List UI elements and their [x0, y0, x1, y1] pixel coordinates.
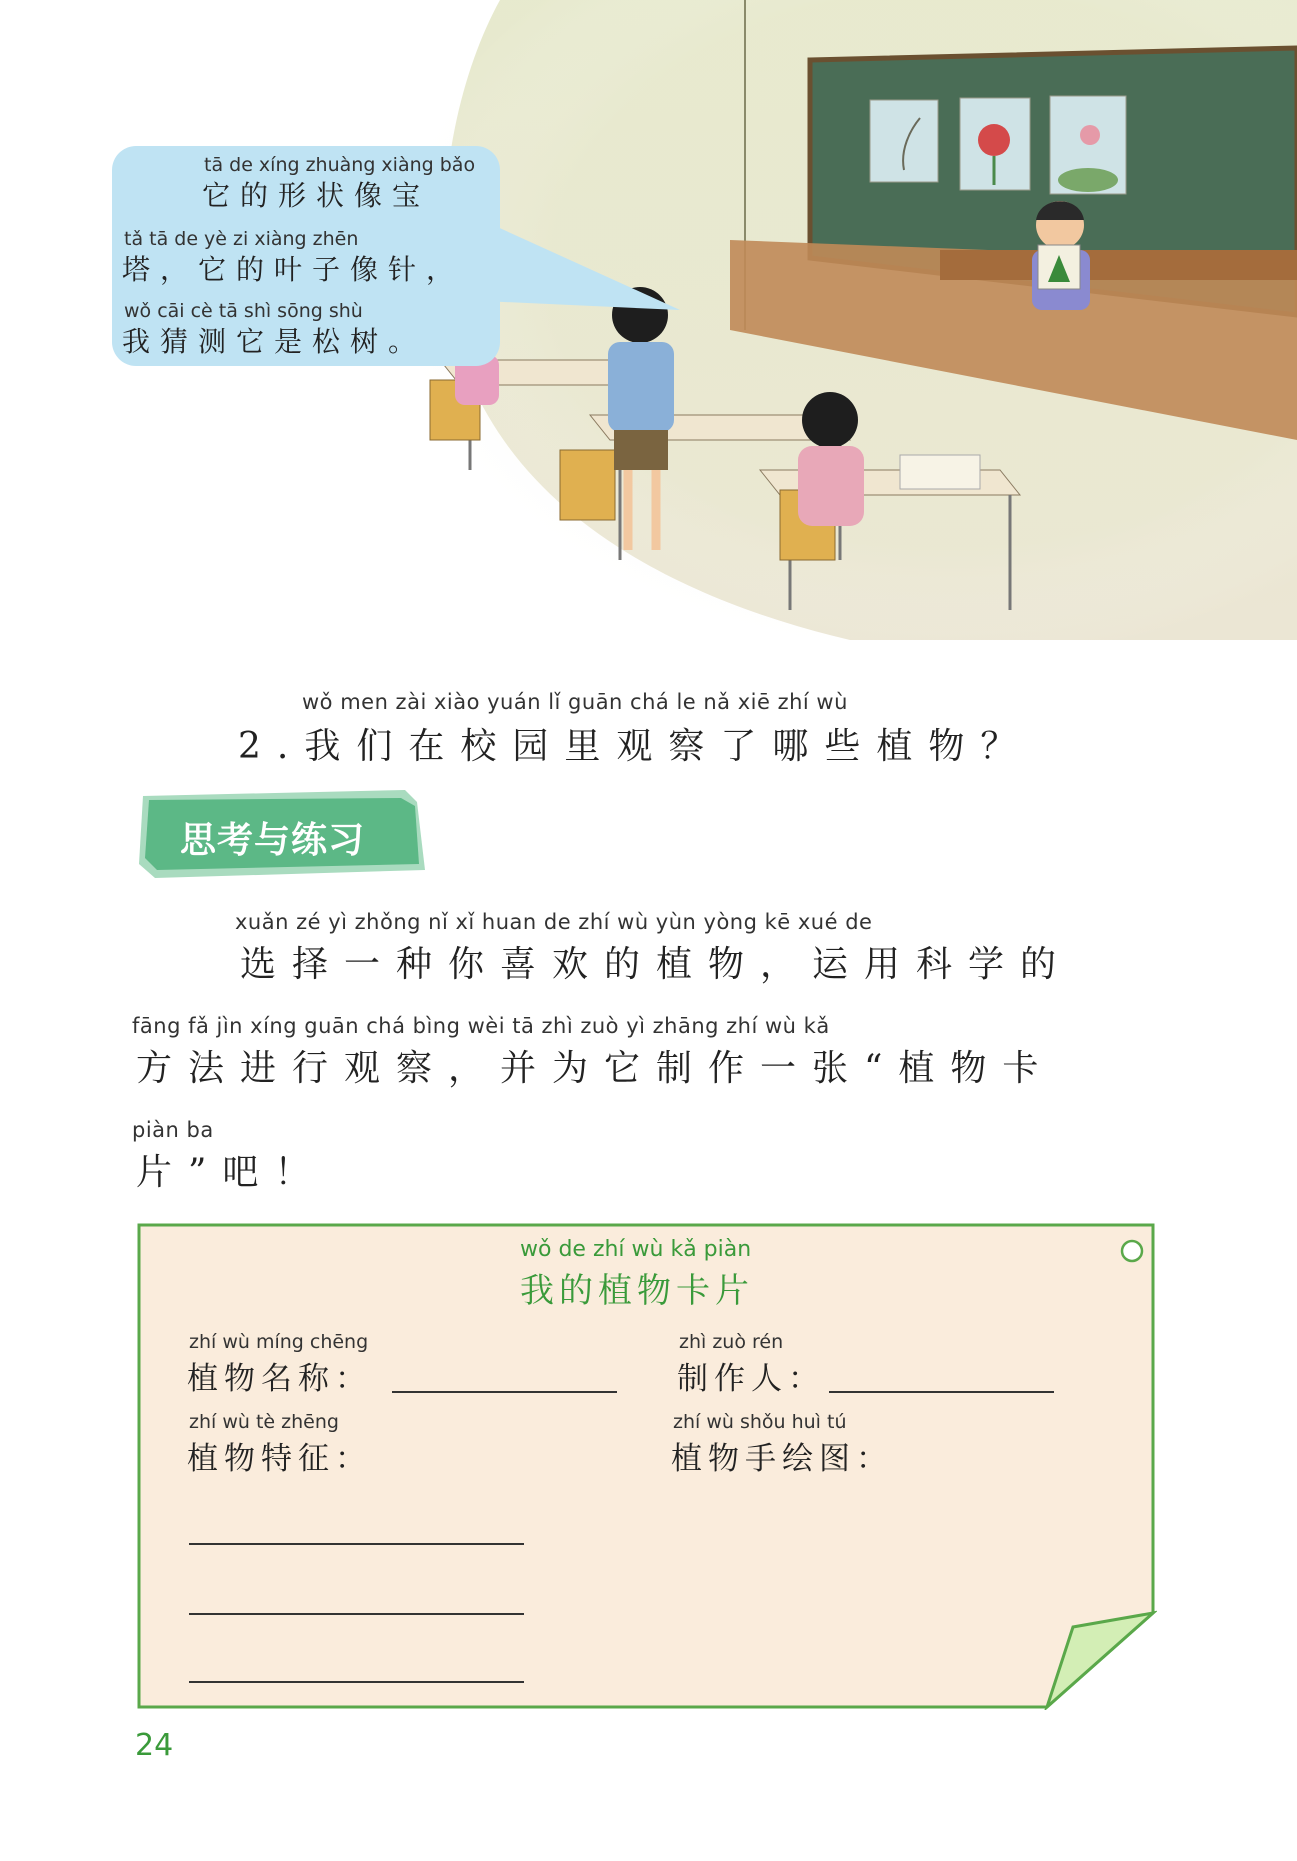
- plant-card: [137, 1223, 1157, 1710]
- exercise-line3-text: 片”吧！: [136, 1152, 327, 1193]
- question-pinyin: wǒ men zài xiào yuán lǐ guān chá le nǎ xiē zhí wù: [302, 690, 848, 714]
- exercise-line2-text: 方法进行观察，并为它制作一张“植物卡: [136, 1048, 1055, 1089]
- speech-bubble: [112, 146, 500, 366]
- feature-blank-3: [189, 1681, 524, 1683]
- name-blank: [392, 1391, 617, 1393]
- feature-blank-2: [189, 1613, 524, 1615]
- maker-blank: [829, 1391, 1054, 1393]
- bubble-line3-pinyin: wǒ cāi cè tā shì sōng shù: [124, 300, 363, 322]
- card-title-pinyin: wǒ de zhí wù kǎ piàn: [520, 1237, 752, 1262]
- section-title: 思考与练习: [180, 820, 366, 861]
- name-label-pinyin: zhí wù míng chēng: [189, 1331, 369, 1353]
- exercise-line3-pinyin: piàn ba: [132, 1118, 214, 1142]
- maker-label: 制作人：: [677, 1361, 825, 1397]
- feature-label-pinyin: zhí wù tè zhēng: [189, 1411, 339, 1433]
- maker-label-pinyin: zhì zuò rén: [679, 1331, 784, 1353]
- feature-blank-1: [189, 1543, 524, 1545]
- bubble-line2-text: 塔，它的叶子像针，: [122, 253, 465, 286]
- card-title: 我的植物卡片: [520, 1271, 754, 1311]
- bubble-line1-pinyin: tā de xíng zhuàng xiàng bǎo: [204, 154, 476, 176]
- classroom-illustration: [380, 0, 1297, 640]
- bubble-line1-text: 它的形状像宝: [202, 179, 431, 212]
- page-number: 24: [135, 1728, 174, 1763]
- bubble-line3-text: 我猜测它是松树。: [122, 325, 427, 358]
- drawing-label: 植物手绘图：: [671, 1441, 893, 1477]
- hole-punch-icon: [1122, 1241, 1142, 1261]
- exercise-line1-text: 选择一种你喜欢的植物，运用科学的: [240, 944, 1073, 985]
- exercise-line1-pinyin: xuǎn zé yì zhǒng nǐ xǐ huan de zhí wù yùn yòng kē xué de: [235, 910, 873, 934]
- drawing-label-pinyin: zhí wù shǒu huì tú: [673, 1411, 847, 1433]
- bubble-line2-pinyin: tǎ tā de yè zi xiàng zhēn: [124, 228, 359, 250]
- exercise-line2-pinyin: fāng fǎ jìn xíng guān chá bìng wèi tā zhì zuò yì zhāng zhí wù kǎ: [132, 1014, 830, 1038]
- feature-label: 植物特征：: [187, 1441, 372, 1477]
- question-text: 2.我们在校园里观察了哪些植物？: [238, 726, 1033, 767]
- name-label: 植物名称：: [187, 1361, 372, 1397]
